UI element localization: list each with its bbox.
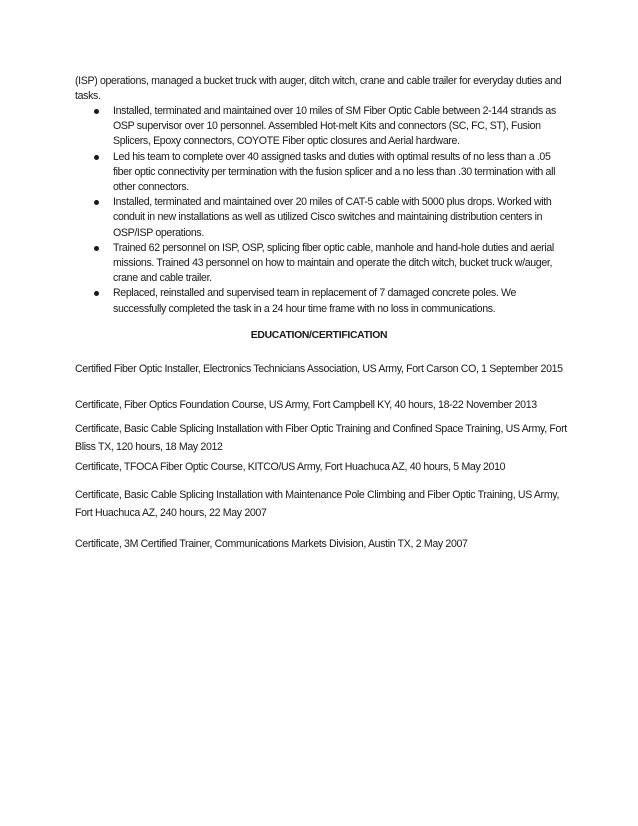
list-item xyxy=(75,241,570,287)
bullet-text: Led his team to complete over 40 assigned tasks and duties with optimal results of no less than a .05 fiber optic connectivity per termination with the fusion splicer and a no less than .30 termination with all other connectors. xyxy=(113,150,556,194)
list-item xyxy=(75,150,570,196)
list-item xyxy=(75,286,570,316)
list-item xyxy=(75,195,570,241)
bullet-text: Trained 62 personnel on ISP, OSP, splicing fiber optic cable, manhole and hand-hole duties and aerial missions. Trained 43 personnel on how to maintain and operate the ditch witch, bucket truck w/auger, crane and cable trailer. xyxy=(113,241,554,285)
certification-entry: Certificate, TFOCA Fiber Optic Course, KITCO/US Army, Fort Huachuca AZ, 40 hours, 5 May 2010 xyxy=(75,461,506,473)
certification-entry: Certified Fiber Optic Installer, Electronics Technicians Association, US Army, Fort Carson CO, 1 September 2015 xyxy=(75,363,563,375)
bullet-icon xyxy=(94,109,99,114)
bullet-icon xyxy=(94,246,99,251)
certification-entry: Certificate, 3M Certified Trainer, Communications Markets Division, Austin TX, 2 May 2007 xyxy=(75,538,468,550)
certification-entry: Certificate, Fiber Optics Foundation Course, US Army, Fort Campbell KY, 40 hours, 18-22 November 2013 xyxy=(75,399,537,411)
experience-bullet-list xyxy=(75,104,570,317)
certification-entry: Certificate, Basic Cable Splicing Installation with Maintenance Pole Climbing and Fiber Optic Training, US Army, Fort Huachuca AZ, 240 hours, 22 May 2007 xyxy=(75,489,560,519)
bullet-icon xyxy=(94,291,99,296)
certification-entry: Certificate, Basic Cable Splicing Installation with Fiber Optic Training and Confined Space Training, US Army, Fort Bliss TX, 120 hours, 18 May 2012 xyxy=(75,423,567,453)
bullet-text: Installed, terminated and maintained over 20 miles of CAT-5 cable with 5000 plus drops. Worked with conduit in new installations as well as utilized Cisco switches and maintaining distribution centers in OSP/ISP operations. xyxy=(113,196,552,239)
bullet-icon xyxy=(94,155,99,160)
education-section-heading: EDUCATION/CERTIFICATION xyxy=(250,330,388,341)
list-item xyxy=(75,104,570,150)
bullet-text: Installed, terminated and maintained over 10 miles of SM Fiber Optic Cable between 2-144 strands as OSP supervisor over 10 personnel. Assembled Hot-melt Kits and connectors (SC, FC, ST), Fusion Splicers, Epoxy connectors, COYOTE Fiber optic closures and Aerial hardware. xyxy=(113,105,556,148)
experience-intro-text: (ISP) operations, managed a bucket truck with auger, ditch witch, crane and cable trailer for everyday duties and tasks. xyxy=(75,75,562,103)
bullet-icon xyxy=(94,200,99,205)
bullet-text: Replaced, reinstalled and supervised team in replacement of 7 damaged concrete poles. We successfully completed the task in a 24 hour time frame with no loss in communications. xyxy=(113,287,517,315)
